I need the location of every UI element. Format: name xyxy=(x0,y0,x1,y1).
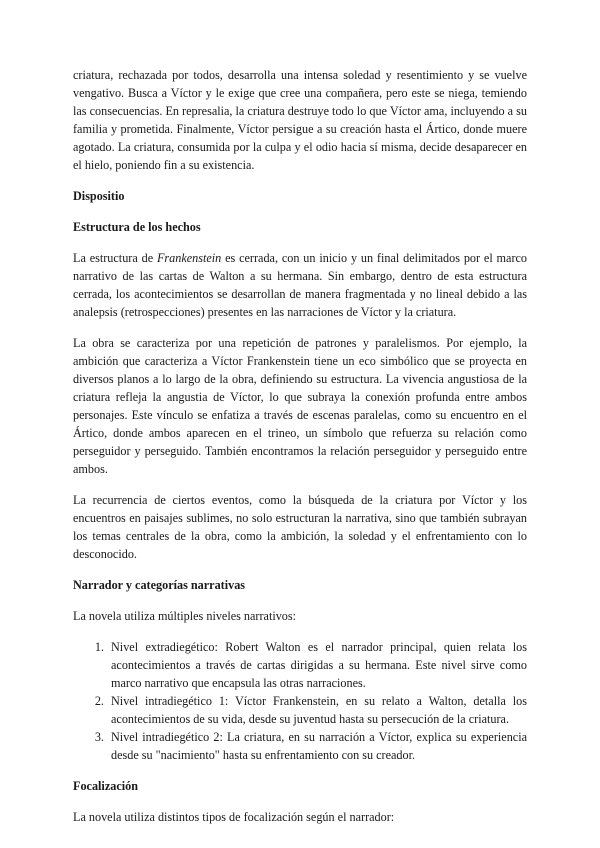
book-title: Frankenstein xyxy=(156,251,222,265)
list-item: 1. Nivel extradiegético: Robert Walton es el narrador principal, quien relata los acontecimientos a través de cartas dirigidas a su hermana. Este nivel sirve como marco narrativo que encapsula las otras narraciones. xyxy=(107,638,527,692)
intro-paragraph: criatura, rechazada por todos, desarrolla una intensa soledad y resentimiento y se vuelve vengativo. Busca a Víctor y le exige que cree una compañera, pero este se niega, temiendo las consecuencias. En represalia, la criatura destruye todo lo que Víctor ama, incluyendo a su familia y prometida. Finalmente, Víctor persigue a su creación hasta el Ártico, donde muere agotado. La criatura, consumida por la culpa y el odio hacia sí misma, decide desaparecer en el hielo, poniendo fin a su existencia. xyxy=(73,68,527,172)
list-item: 2. Nivel intradiegético 1: Víctor Frankenstein, en su relato a Walton, detalla los acontecimientos de su vida, desde su juventud hasta su persecución de la criatura. xyxy=(107,692,527,728)
estructura-paragraph-3: La recurrencia de ciertos eventos, como la búsqueda de la criatura por Víctor y los encuentros en paisajes sublimes, no solo estructuran la narrativa, sino que también subrayan los temas centrales de la obra, como la ambición, la soledad y el enfrentamiento con lo desconocido. xyxy=(73,493,527,561)
narrative-levels-list xyxy=(73,638,527,764)
heading-narrador: Narrador y categorías narrativas xyxy=(73,578,246,592)
estructura-paragraph-1 xyxy=(73,249,527,321)
estructura-p1-pre: La estructura de xyxy=(73,251,157,265)
list-item: 3. Nivel intradiegético 2: La criatura, en su narración a Víctor, explica su experiencia desde su "nacimiento" hasta su enfrentamiento con su creador. xyxy=(107,728,527,764)
estructura-paragraph-2: La obra se caracteriza por una repetición de patrones y paralelismos. Por ejemplo, la ambición que caracteriza a Víctor Frankenstein tiene un eco simbólico que se proyecta en diversos planos a lo largo de la obra, definiendo su estructura. La vivencia angustiosa de la criatura refleja la angustia de Víctor, lo que subraya la conexión profunda entre ambos personajes. Este vínculo se enfatiza a través de escenas paralelas, como su encuentro en el Ártico, donde ambos aparecen en el trineo, un símbolo que refuerza su relación como perseguidor y perseguido. También encontramos la relación perseguidor y perseguido entre ambos. xyxy=(73,336,527,476)
heading-dispositio: Dispositio xyxy=(73,189,125,203)
heading-estructura: Estructura de los hechos xyxy=(73,220,201,234)
estructura-p1-post: es cerrada, con un inicio y un final delimitados por el marco narrativo de las cartas de Walton a su hermana. Sin embargo, dentro de esta estructura cerrada, los acontecimientos se desarrollan de manera fragmentada y no lineal debido a las analepsis (retrospecciones) presentes en las narraciones de Víctor y la criatura. xyxy=(73,251,528,319)
heading-focalizacion: Focalización xyxy=(73,779,138,793)
page-content xyxy=(73,66,527,839)
narrador-intro: La novela utiliza múltiples niveles narrativos: xyxy=(73,609,297,623)
focalizacion-intro: La novela utiliza distintos tipos de focalización según el narrador: xyxy=(73,810,395,824)
